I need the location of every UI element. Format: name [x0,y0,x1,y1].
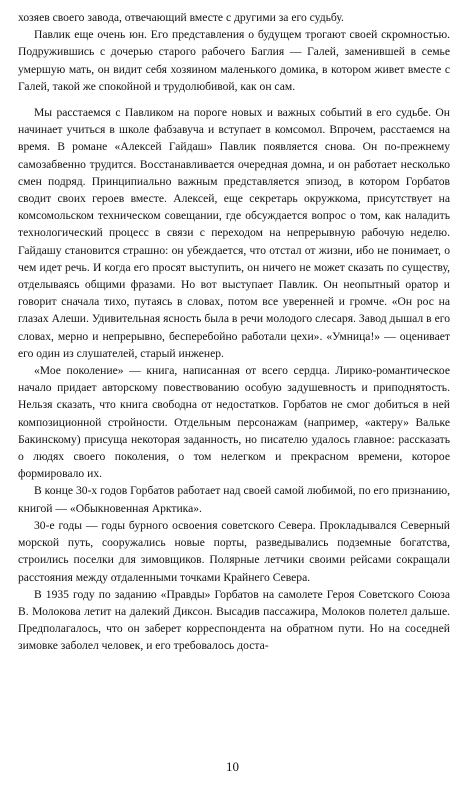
paragraph-1935: В 1935 году по заданию «Правды» Горбатов на самолете Героя Советского Союза В. Молокова летит на далекий Диксон. Высадив пассажира, Молоков полетел дальше. Предполагалось, что он заберет корреспондента на обратном пути. Но на соседней зимовке заболел человек, и его требовалось доста- [18,587,450,653]
paragraph-north: 30-е годы — годы бурного освоения советского Севера. Прокладывался Северный морской путь, сооружались новые порты, разведывались подземные богатства, строились поселки для зимовщиков. Полярные летчики своими рейсами сокращали расстояния между отдаленными точками Крайнего Севера. [18,518,450,584]
paragraph-parting: Мы расстаемся с Павликом на пороге новых и важных событий в его судьбе. Он начинает учиться в школе фабзавуча и вступает в комсомол. Впрочем, расстаемся на время. В романе «Алексей Гайдаш» Павлик появляется снова. Он по-прежнему самозабвенно трудится. Восстанавливается очередная домна, и он работает несколько смен подряд. Принципиально важным представляется эпизод, в котором Горбатов сводит своих героев вместе. Алексей, еще секретарь окружкома, присутствует на комсомольском техническом совещании, где обсуждается вопрос о том, как наладить технологический процесс в связи с переходом на непрерывную рабочую неделю. Гайдашу становится страшно: он убеждается, что отстал от жизни, ибо не понимает, о чем идет речь. И когда его просят выступить, он ничего не может сказать по существу, отделываясь общими фразами. Но вот выступает Павлик. Он неопытный оратор и говорит сначала тихо, путаясь в словах, потом все уверенней и громче. «Он рос на глазах Алеши. Удивительная ясность была в речи молодого слесаря. Завод дышал в его словах, мерно и непрерывно, бесперебойно работали цехи». «Умница!» — оценивает его один из слушателей, старый инженер. [18,106,450,360]
page-text [18,9,450,655]
section-gap [18,95,450,104]
paragraph-my-generation: «Мое поколение» — книга, написанная от всего сердца. Лирико-романтическое начало придает авторскому повествованию особую задушевность и приподнятость. Нельзя сказать, что книга свободна от недостатков. Горбатов не смог добиться в ней композиционной стройности. Отдельным персонажам (например, «актеру» Вальке Бакинскому) присуща некоторая заданность, но писателю удалось главное: рассказать о людях своего поколения, о том нелегком и прекрасном времени, которое формировало их. [18,364,450,481]
paragraph-continued: хозяев своего завода, отвечающий вместе с другими за его судьбу. [18,11,344,24]
paragraph-pavlik-young: Павлик еще очень юн. Его представления о будущем трогают своей скромностью. Подружившись с дочерью старого рабочего Баглия — Галей, заменившей в семье умершую мать, он видит себя хозяином маленького домика, в котором живет вместе с Галей, такой же спокойной и трудолюбивой, как он сам. [18,28,450,93]
paragraph-thirties-work: В конце 30-х годов Горбатов работает над своей самой любимой, по его признанию, книгой — «Обыкновенная Арктика». [18,484,450,515]
page-number: 10 [226,759,239,774]
